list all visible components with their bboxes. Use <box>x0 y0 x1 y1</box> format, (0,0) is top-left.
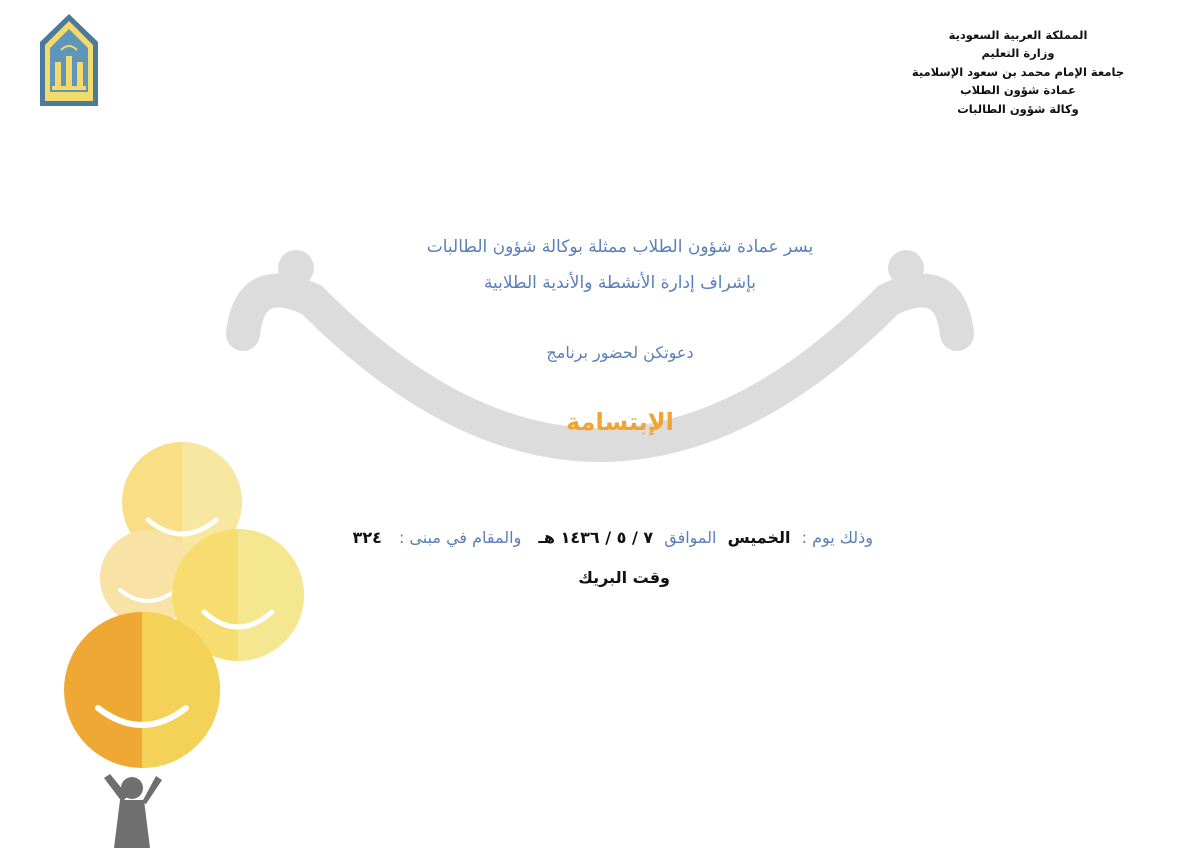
header-line-university: جامعة الإمام محمد بن سعود الإسلامية <box>911 64 1125 79</box>
day-value: الخميس <box>727 528 791 547</box>
intro-line-2: بإشراف إدارة الأنشطة والأندية الطلابية <box>483 273 757 293</box>
header-block <box>898 26 1138 118</box>
building-value: ٣٢٤ <box>352 528 382 547</box>
header-line-ministry: وزارة التعليم <box>981 46 1055 61</box>
program-title: الإبتسامة <box>566 408 674 436</box>
place-label: والمقام في مبنى : <box>398 528 522 547</box>
day-label: وذلك يوم : <box>801 528 873 547</box>
header-line-deanship: عمادة شؤون الطلاب <box>960 83 1076 98</box>
child-silhouette <box>104 774 162 848</box>
intro-line-1: يسر عمادة شؤون الطلاب ممثلة بوكالة شؤون الطالبات <box>426 237 814 257</box>
time-note: وقت البريك <box>578 568 670 587</box>
balloon-bottom <box>64 612 220 768</box>
date-value: ٧ / ٥ / ١٤٣٦ هـ <box>538 528 654 547</box>
header-line-agency: وكالة شؤون الطالبات <box>957 101 1079 116</box>
intro-text <box>300 229 940 301</box>
date-label: الموافق <box>664 528 717 547</box>
university-logo-icon <box>36 12 102 108</box>
event-details <box>353 528 873 547</box>
header-line-country: المملكة العربية السعودية <box>948 28 1088 42</box>
invite-text: دعوتكن لحضور برنامج <box>546 343 694 362</box>
